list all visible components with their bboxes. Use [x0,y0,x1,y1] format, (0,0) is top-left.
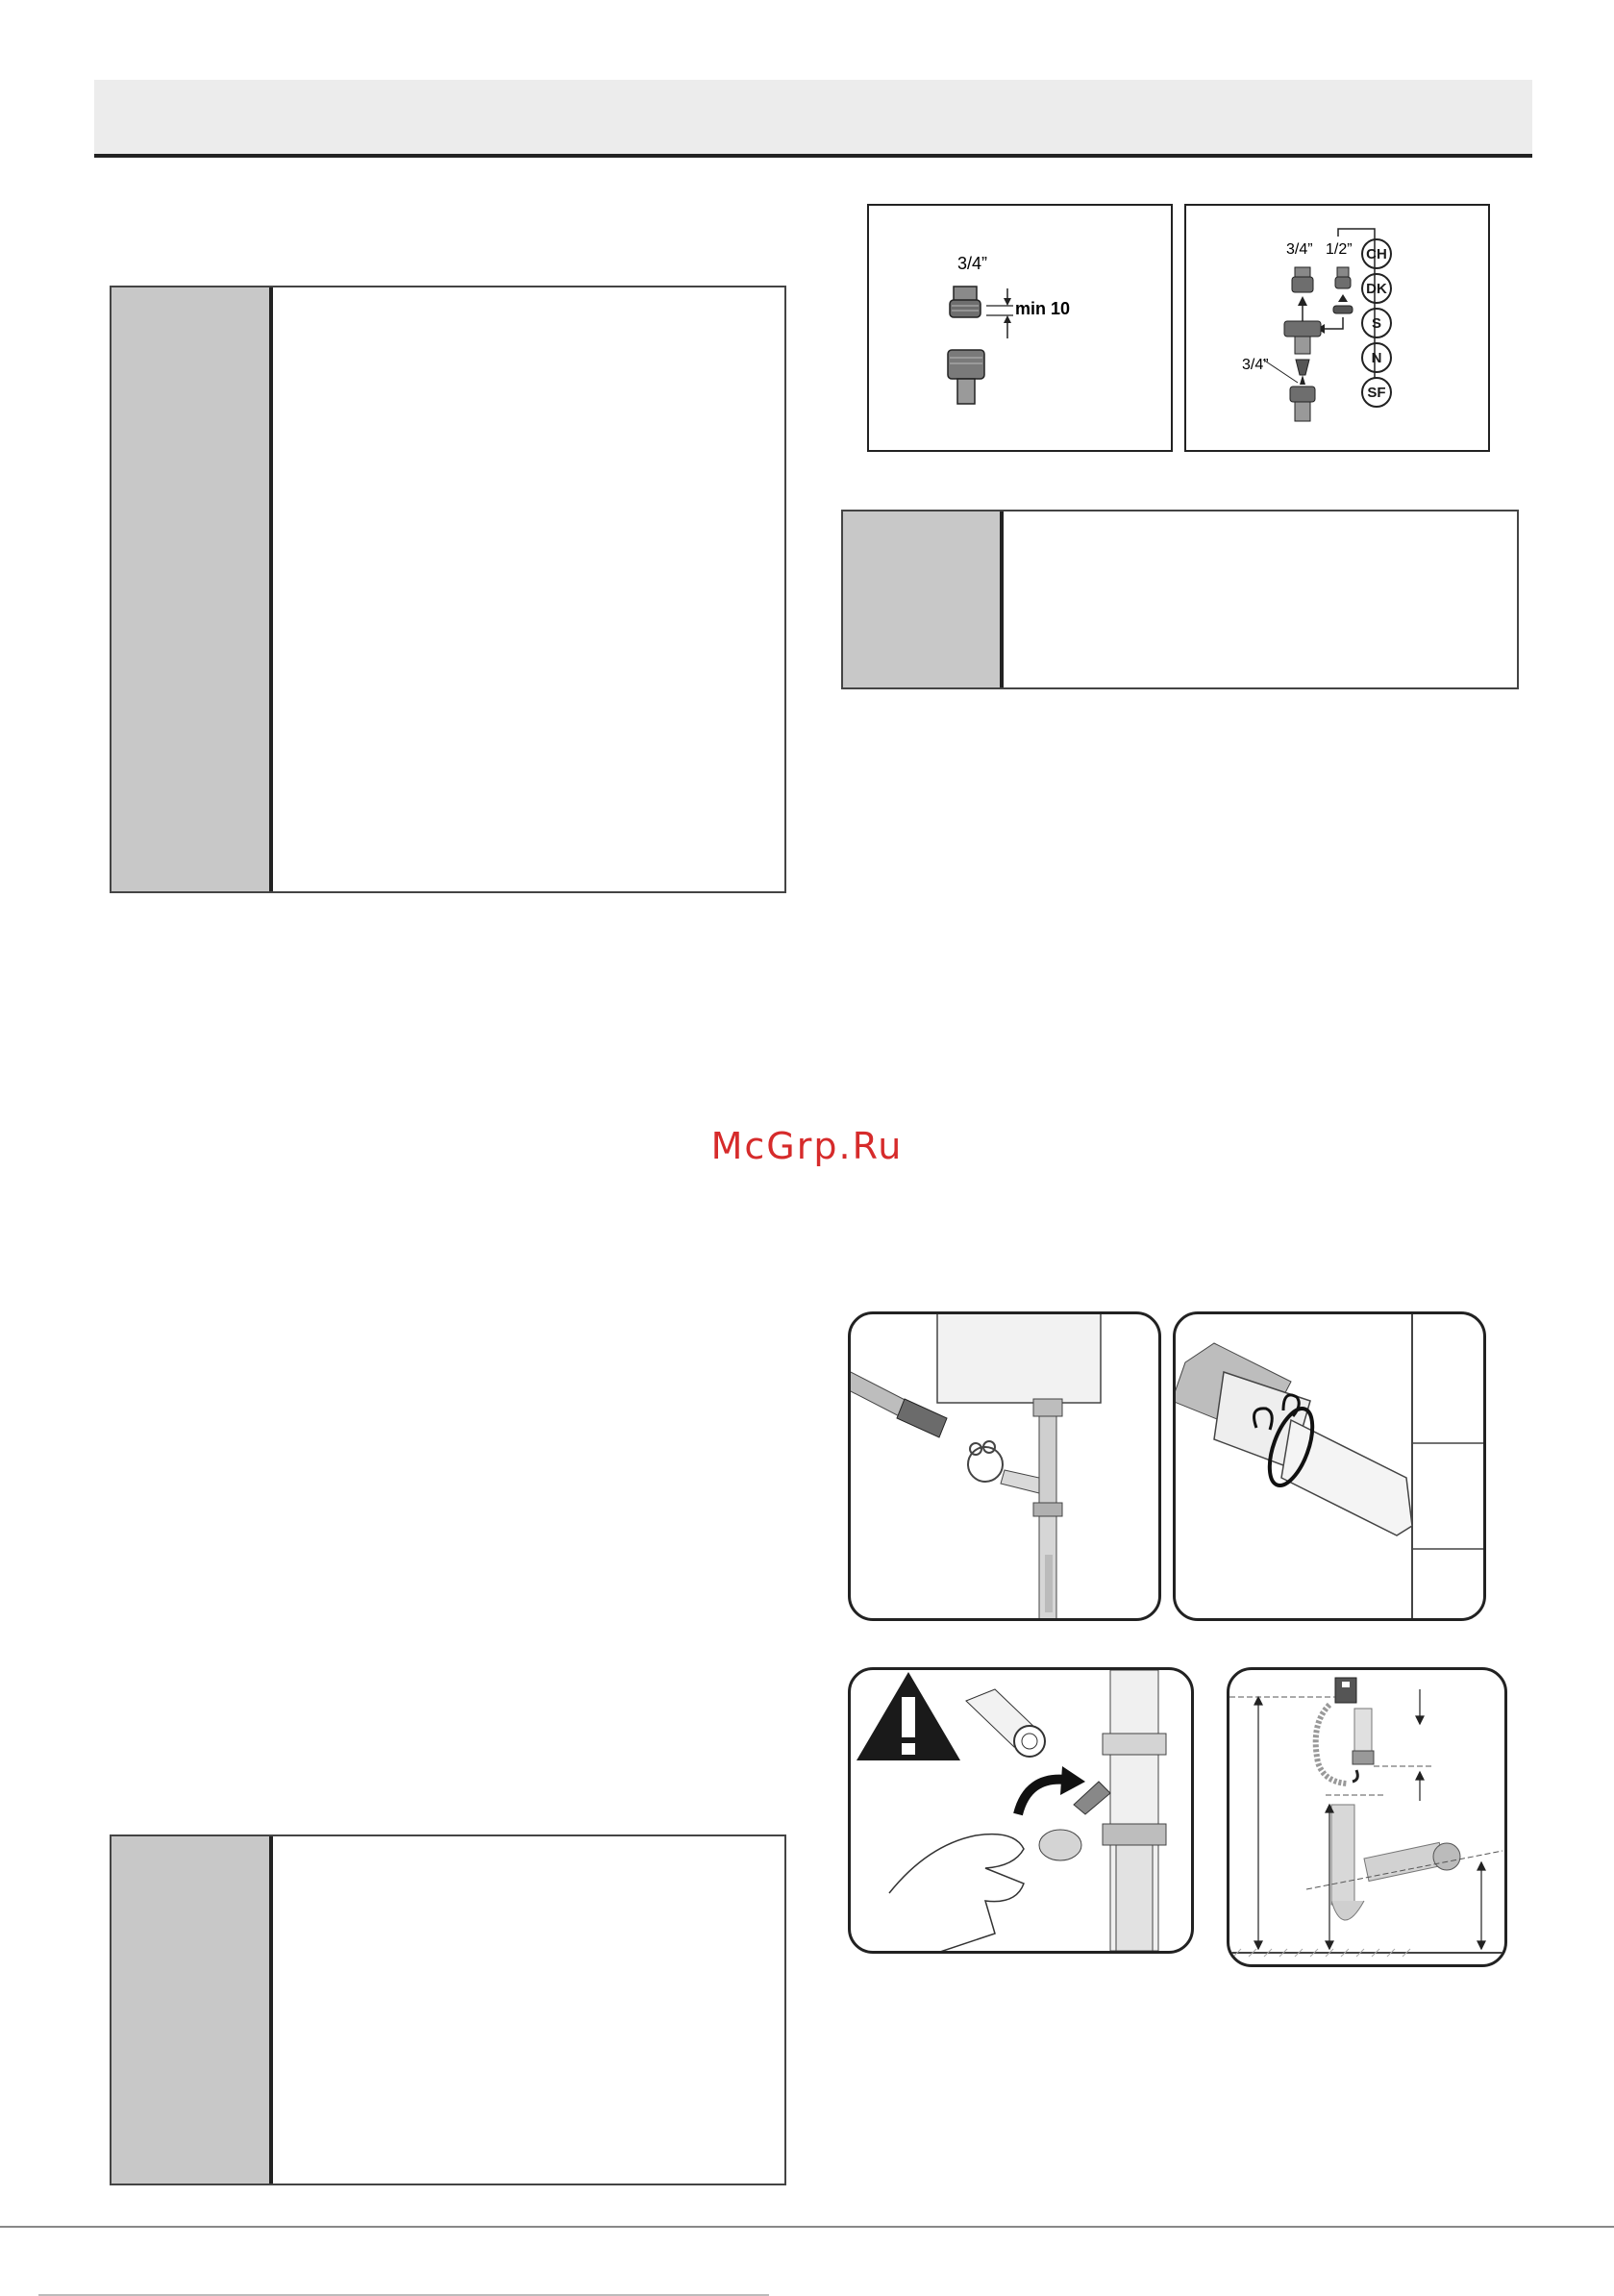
siphon-height-drawing [1229,1670,1504,1964]
header-divider [94,154,1532,158]
thread-label-bottom: 3/4” [1242,357,1269,373]
country-code-circle: DK [1361,273,1392,304]
note-box-bottom-left [110,1834,786,2185]
adapter-diagram [1186,206,1488,450]
note-box-sidebar [112,287,273,891]
seal-removal-drawing [851,1670,1191,1951]
country-code-circle: SF [1361,377,1392,408]
thread-label-12: 1/2” [1326,241,1353,258]
note-box-sidebar [843,512,1004,687]
note-box-sidebar [112,1836,273,2184]
country-code-circle: CH [1361,238,1392,269]
figure-hose-connector [867,204,1173,452]
footer-divider [0,2226,1614,2228]
thread-label: 3/4” [957,254,988,273]
warning-triangle-icon [857,1672,960,1760]
min-distance-label: min 10 [1015,299,1071,318]
thread-label-34: 3/4” [1286,241,1313,258]
note-box-top-left [110,286,786,893]
watermark: McGrp.Ru [710,1125,904,1167]
figure-hose-clamp [1173,1311,1486,1621]
connector-diagram [869,206,1171,450]
figure-adapter-countries [1184,204,1490,452]
note-box-right [841,510,1519,689]
page-header-bar [94,80,1532,154]
country-code-circle: N [1361,342,1392,373]
figure-siphon-heights [1227,1667,1507,1967]
hose-clamp-drawing [1176,1314,1483,1618]
siphon-connection-drawing [851,1314,1158,1618]
figure-drain-hose-siphon [848,1311,1161,1621]
country-code-circle: S [1361,308,1392,338]
figure-remove-seal-warning [848,1667,1194,1954]
country-codes [1361,238,1400,408]
